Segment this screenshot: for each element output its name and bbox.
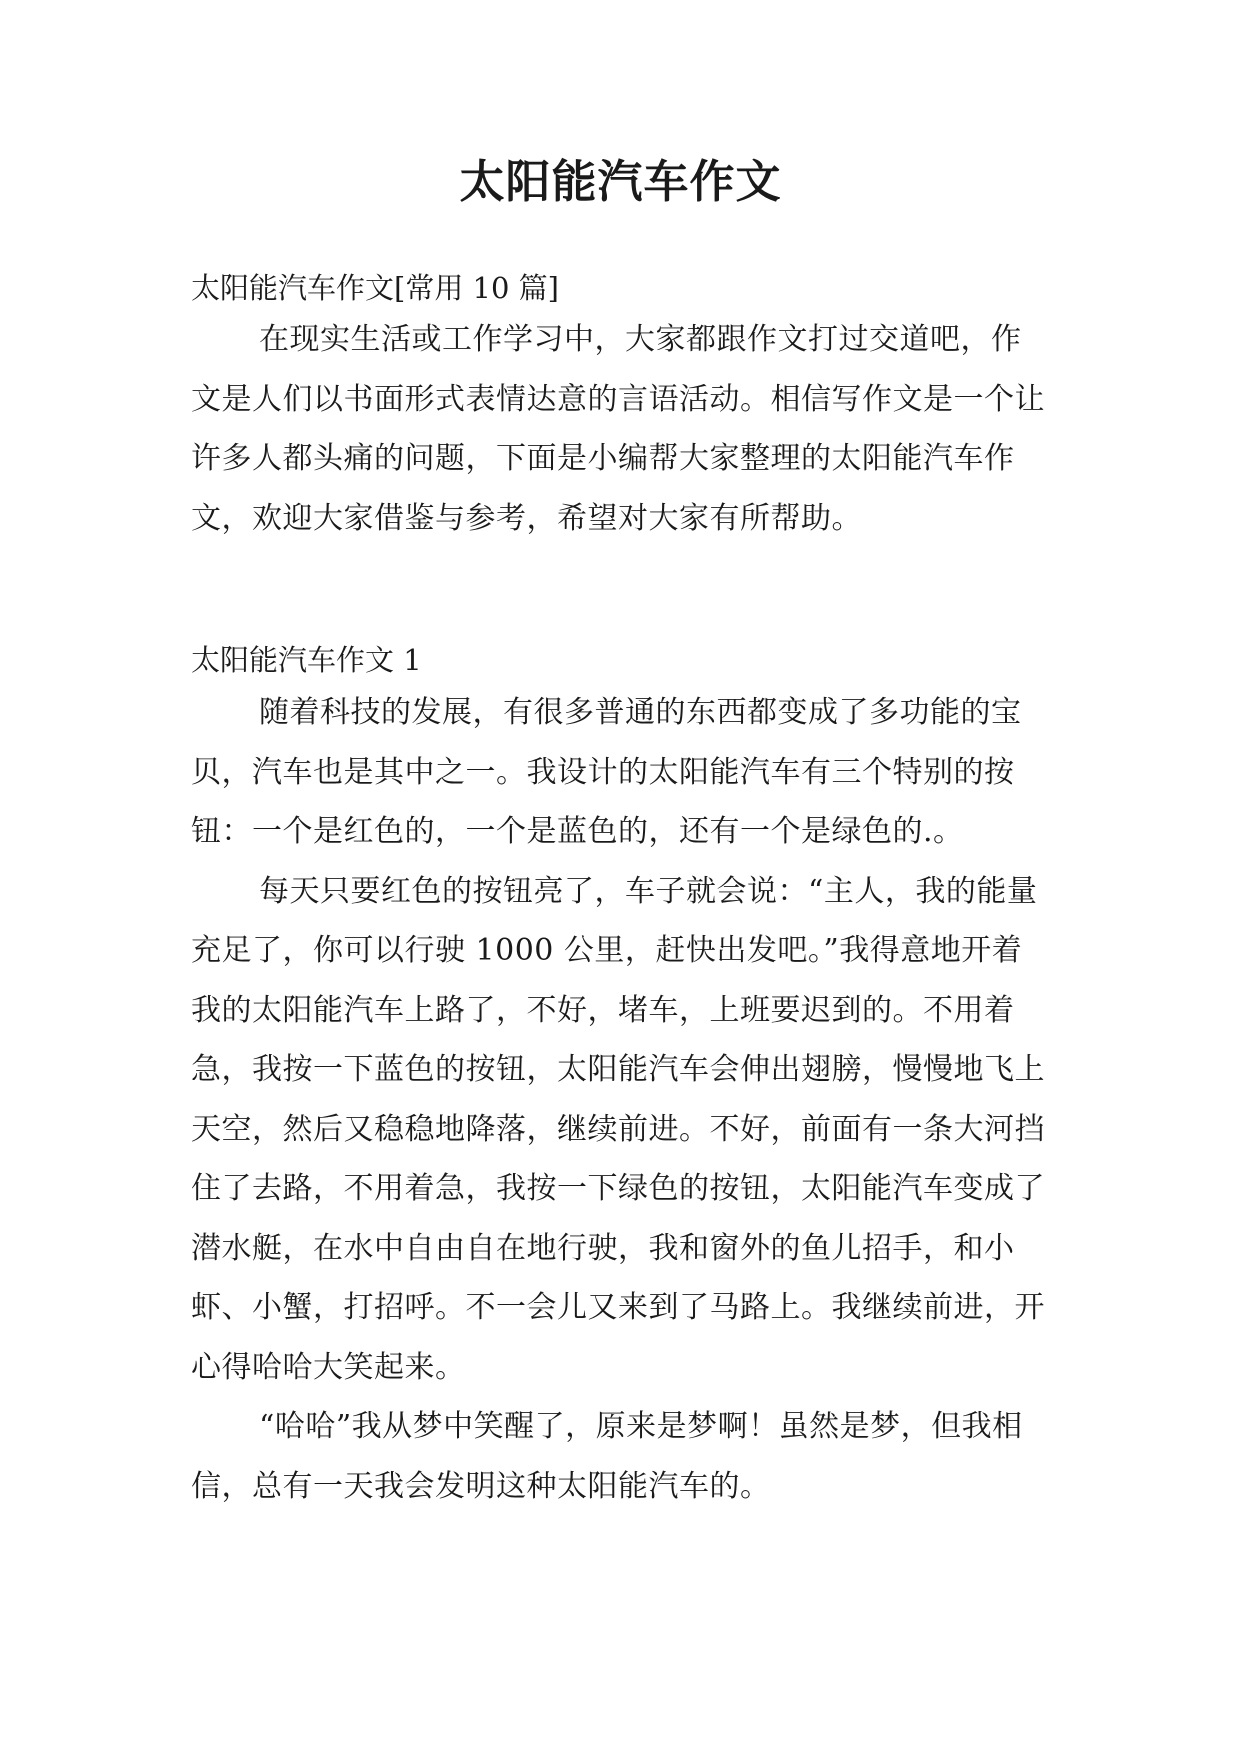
section-body (191, 683, 1051, 1516)
section-heading: 太阳能汽车作文 1 (191, 643, 422, 677)
body-paragraph-1: 随着科技的发展，有很多普通的东西都变成了多功能的宝贝，汽车也是其中之一。我设计的太阳能汽车有三个特别的按钮：一个是红色的，一个是蓝色的，还有一个是绿色的.。 (191, 695, 1022, 849)
body-paragraph-2: 每天只要红色的按钮亮了，车子就会说：“主人，我的能量充足了，你可以行驶 1000 公里，赶快出发吧。”我得意地开着我的太阳能汽车上路了，不好，堵车，上班要迟到的。不用着急，我按一下蓝色的按钮，太阳能汽车会伸出翅膀，慢慢地飞上天空，然后又稳稳地降落，继续前进。不好，前面有一条大河挡住了去路，不用着急，我按一下绿色的按钮，太阳能汽车变成了潜水艇，在水中自由自在地行驶，我和窗外的鱼儿招手，和小虾、小蟹，打招呼。不一会儿又来到了马路上。我继续前进，开心得哈哈大笑起来。 (191, 873, 1045, 1385)
document-title: 太阳能汽车作文 (459, 155, 782, 208)
intro-block (191, 310, 1051, 548)
intro-paragraph: 在现实生活或工作学习中，大家都跟作文打过交道吧，作文是人们以书面形式表情达意的言语活动。相信写作文是一个让许多人都头痛的问题，下面是小编帮大家整理的太阳能汽车作文，欢迎大家借鉴与参考，希望对大家有所帮助。 (191, 322, 1045, 536)
document-subtitle: 太阳能汽车作文[常用 10 篇] (191, 271, 559, 305)
body-paragraph-3: “哈哈”我从梦中笑醒了，原来是梦啊！虽然是梦，但我相信，总有一天我会发明这种太阳能汽车的。 (191, 1409, 1023, 1504)
